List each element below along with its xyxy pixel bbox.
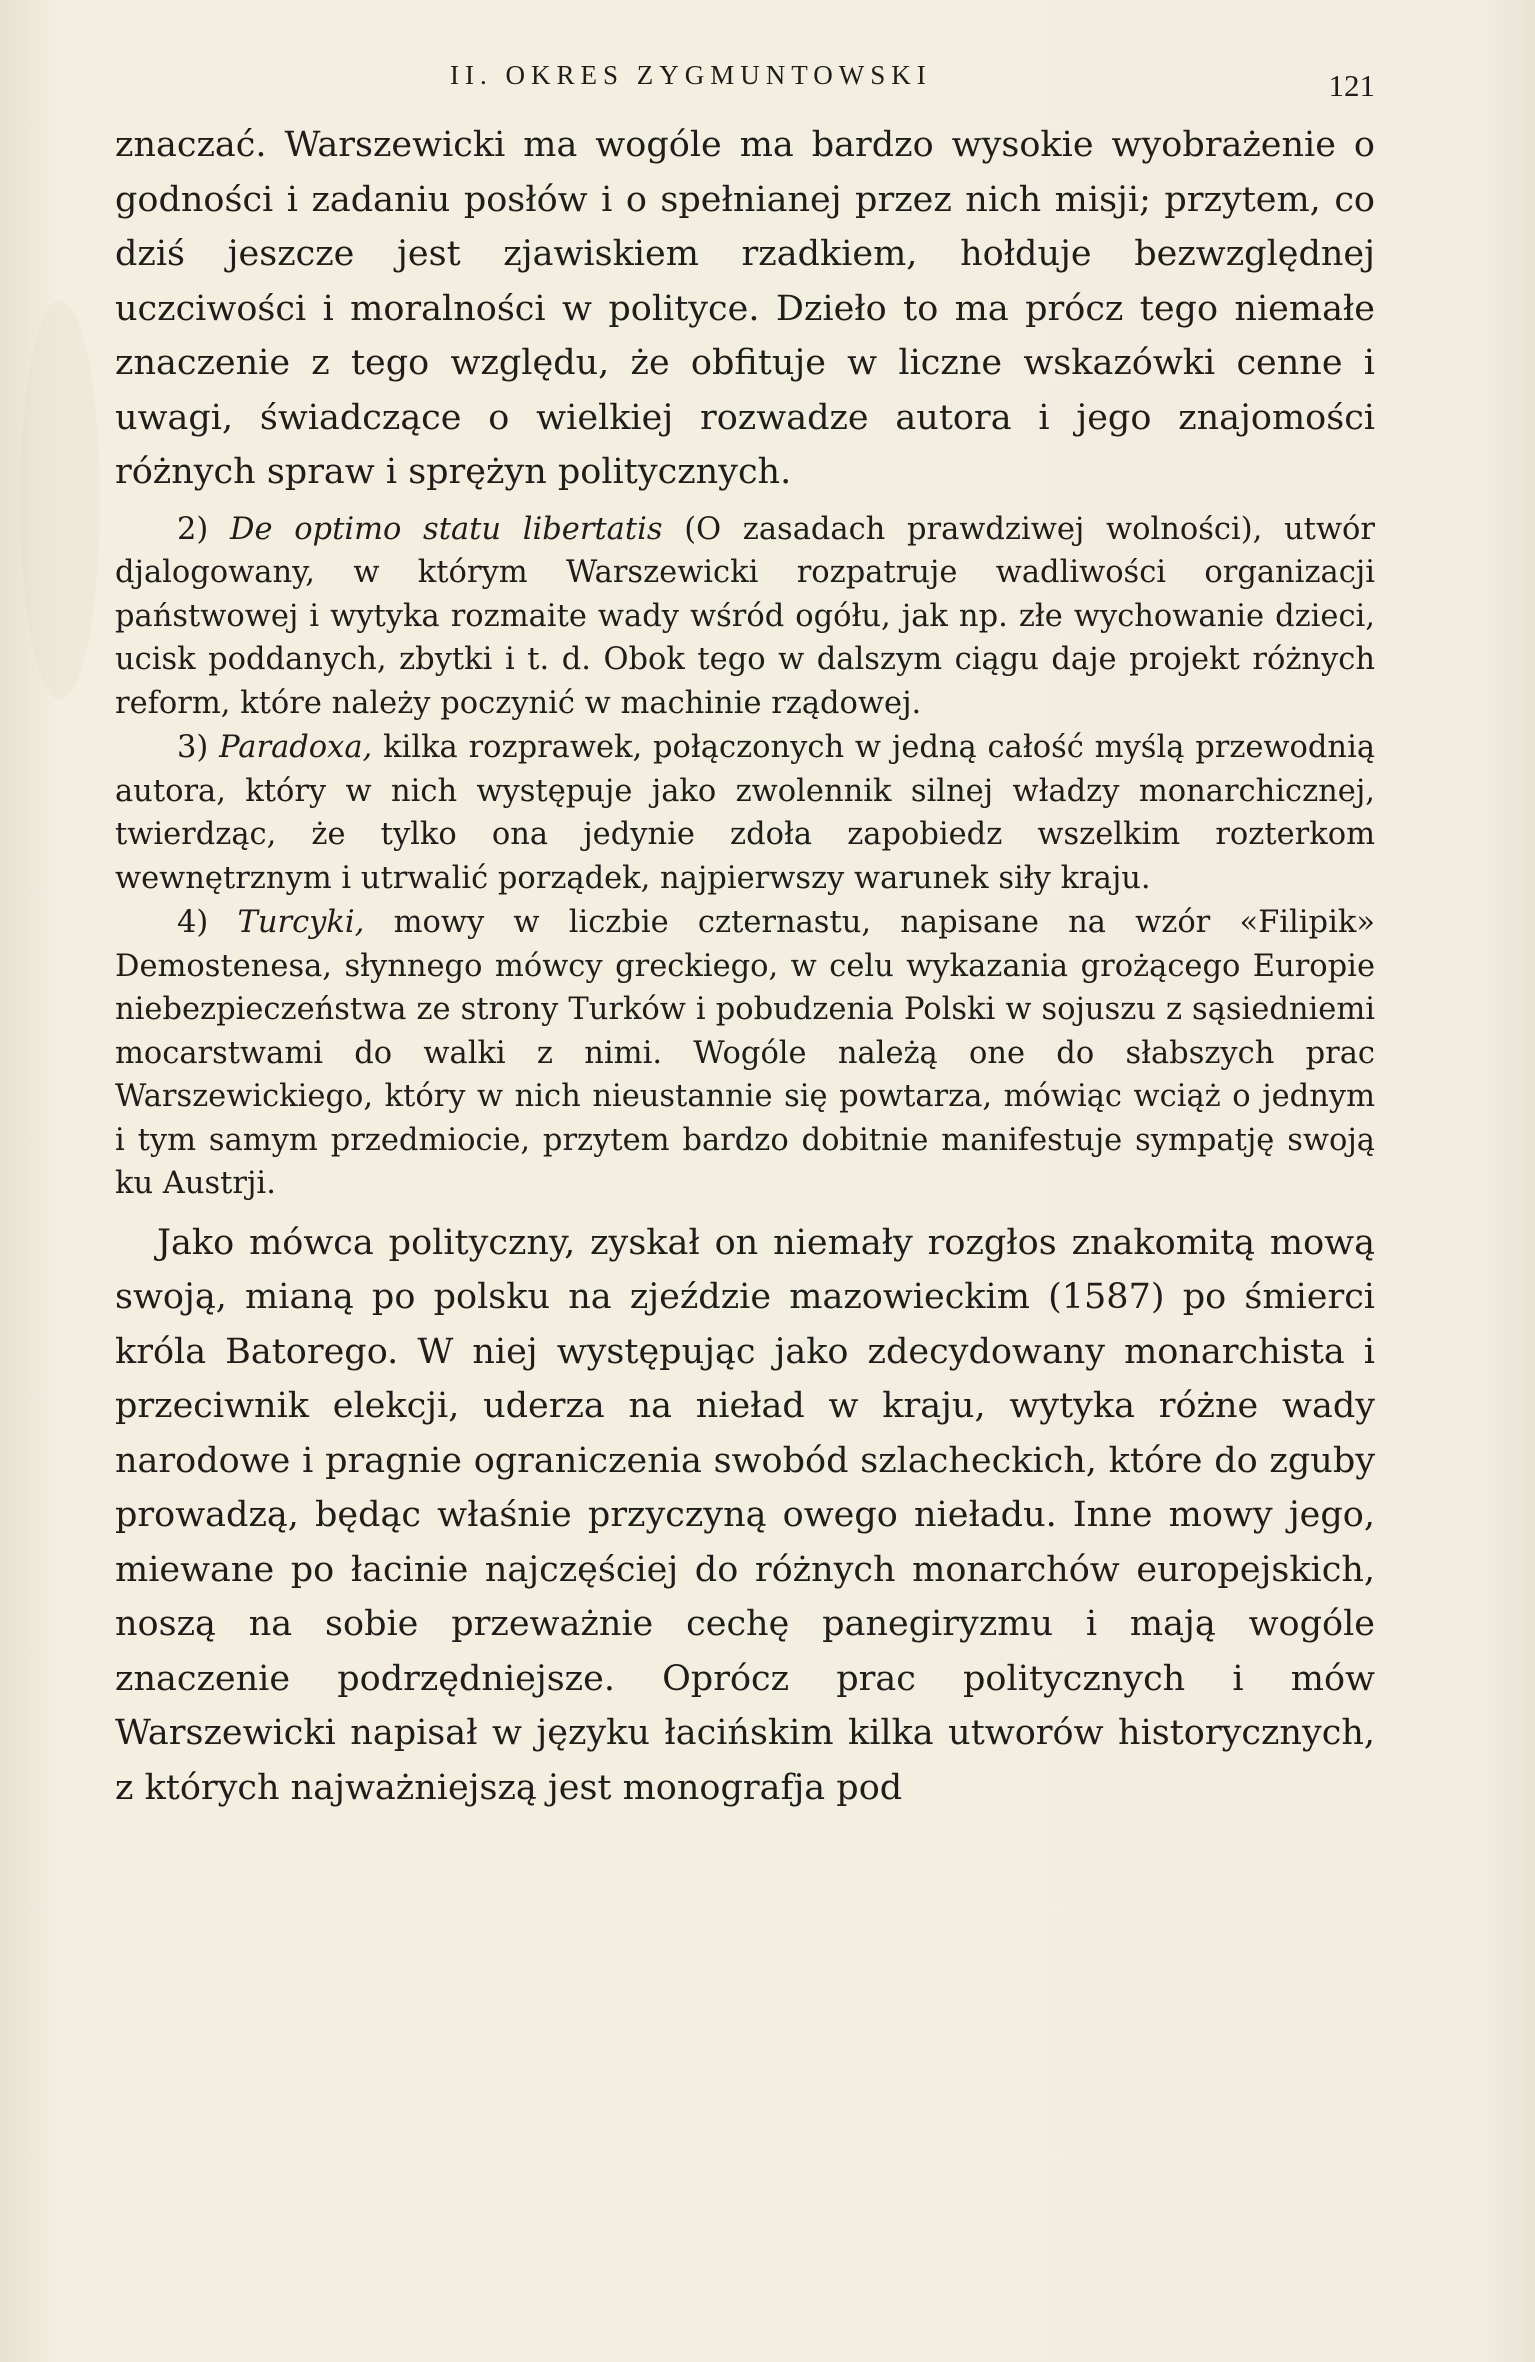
text-block xyxy=(115,118,1375,1815)
item-number: 4) xyxy=(177,905,209,940)
page-header xyxy=(115,60,1375,110)
paragraph-4 xyxy=(115,901,1375,1206)
work-title: Paradoxa, xyxy=(219,730,373,765)
page-number: 121 xyxy=(1328,68,1375,103)
paragraph-1: znaczać. Warszewicki ma wogóle ma bardzo wysokie wyobrażenie o godności i zadaniu posłów i o spełnianej przez nich misji; przytem, co dziś jeszcze jest zjawiskiem rzadkiem, hołduje bezwzględnej uczciwości i moralności w polityce. Dzieło to ma prócz tego niemałe znaczenie z tego względu, że obfituje w liczne wskazówki cenne i uwagi, świadczące o wielkiej rozwadze autora i jego znajomości różnych spraw i sprężyn politycznych. xyxy=(115,125,1375,492)
paragraph-5: Jako mówca polityczny, zyskał on niemały rozgłos znakomitą mową swoją, mianą po polsku na zjeździe mazowieckim (1587) po śmierci króla Batorego. W niej występując jako zdecydowany monarchista i przeciwnik elekcji, uderza na nieład w kraju, wytyka różne wady narodowe i pragnie ograniczenia swobód szlacheckich, które do zguby prowadzą, będąc właśnie przyczyną owego nieładu. Inne mowy jego, miewane po łacinie najczęściej do różnych monarchów europejskich, noszą na sobie przeważnie cechę panegiryzmu i mają wogóle znaczenie podrzędniejsze. Oprócz prac politycznych i mów Warszewicki napisał w języku łacińskim kilka utworów historycznych, z których najważniejszą jest monografja pod xyxy=(115,1222,1375,1808)
work-title: Turcyki, xyxy=(237,905,365,940)
item-text: kilka rozprawek, połączonych w jedną całość myślą przewodnią autora, który w nich występuje jako zwolennik silnej władzy monarchicznej, twierdząc, że tylko ona jedynie zdoła zapobiedz wszelkim rozterkom wewnętrznym i utrwalić porządek, najpierwszy warunek siły kraju. xyxy=(115,730,1376,896)
paragraph-2 xyxy=(115,508,1375,726)
paragraph-3 xyxy=(115,726,1375,900)
item-text: (O zasadach prawdziwej wolności), utwór djalogowany, w którym Warszewicki rozpatruje wadliwości organizacji państwowej i wytyka rozmaite wady wśród ogółu, jak np. złe wychowanie dzieci, ucisk poddanych, zbytki i t. d. Obok tego w dalszym ciągu daje projekt różnych reform, które należy poczynić w machinie rządowej. xyxy=(115,511,1375,721)
page-stain xyxy=(20,300,100,700)
item-number: 2) xyxy=(177,511,209,547)
item-text: mowy w liczbie czternastu, napisane na wzór «Filipik» Demostenesa, słynnego mówcy greckiego, w celu wykazania grożącego Europie niebezpieczeństwa ze strony Turków i pobudzenia Polski w sojuszu z sąsiedniemi mocarstwami do walki z nimi. Wogóle należą one do słabszych prac Warszewickiego, który w nich nieustannie się powtarza, mówiąc wciąż o jednym i tym samym przedmiocie, przytem bardzo dobitnie manifestuje sympatję swoją ku Austrji. xyxy=(115,905,1375,1201)
work-title: De optimo statu libertatis xyxy=(230,511,663,547)
running-head: II. OKRES ZYGMUNTOWSKI xyxy=(450,60,932,90)
item-number: 3) xyxy=(177,730,209,765)
